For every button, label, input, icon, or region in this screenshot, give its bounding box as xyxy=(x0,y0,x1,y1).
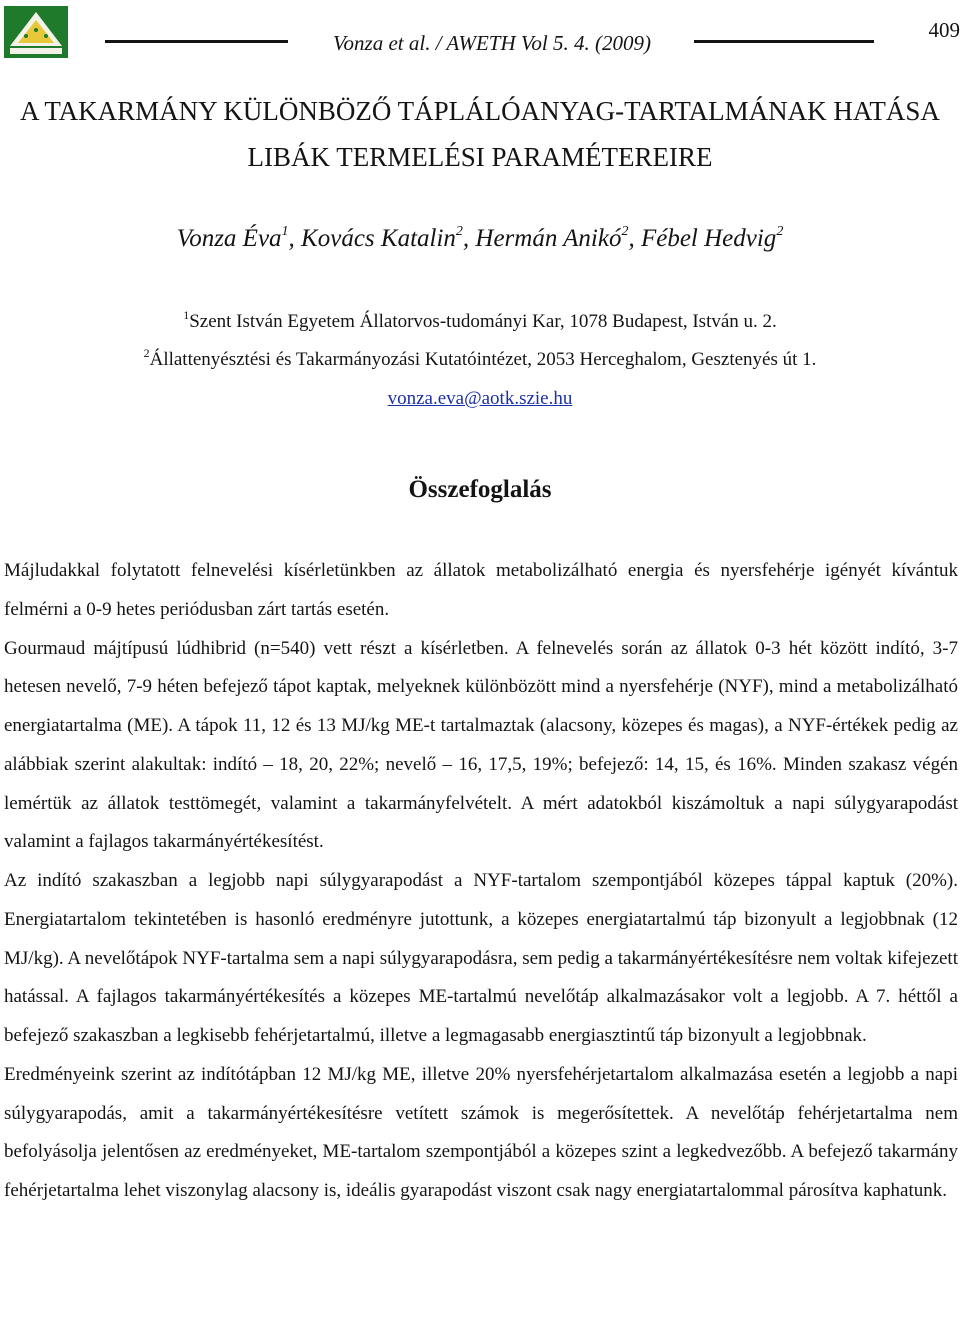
affiliation-mark: 1 xyxy=(183,308,190,322)
abstract-paragraph: Az indító szakaszban a legjobb napi súlygyarapodást a NYF-tartalom szempontjából közepes táppal kaptuk (20%). Energiatartalom tekintetében is hasonló eredményre jutottunk, a közepes energiatartalmú táp bizonyult a legjobbnak (12 MJ/kg). A nevelőtápok NYF-tartalma sem a napi súlygyarapodásra, sem pedig a takarmányértékesítésre nem voltak kifejezett hatással. A fajlagos takarmányértékesítés a közepes ME-tartalmú nevelőtáp alkalmazásakor volt a legjobb. A 7. héttől a befejező szakaszban a legkisebb fehérjetartalmú, illetve a legmagasabb energiasztintű táp bizonyult a legjobbnak. xyxy=(4,870,958,1046)
page-header xyxy=(0,0,960,70)
author-name: , Hermán Anikó xyxy=(462,225,622,252)
author-affiliation-mark: 2 xyxy=(776,224,784,239)
journal-citation: Vonza et al. / AWETH Vol 5. 4. (2009) xyxy=(333,31,651,55)
author-affiliation-mark: 2 xyxy=(621,224,629,239)
header-rule-left xyxy=(105,40,288,43)
affiliation-mark: 2 xyxy=(143,346,150,360)
page-number: 409 xyxy=(928,18,960,42)
affiliation-text: Szent István Egyetem Állatorvos-tudományi Kar, 1078 Budapest, István u. 2. xyxy=(189,311,777,332)
author-name: , Fébel Hedvig xyxy=(628,225,777,252)
affiliation-text: Állattenyésztési és Takarmányozási Kutatóintézet, 2053 Herceghalom, Gesztenyés út 1. xyxy=(149,349,817,370)
abstract-paragraph: Májludakkal folytatott felnevelési kísérletünkben az állatok metabolizálható energia és nyersfehérje igényét kívántuk felmérni a 0-9 hetes periódusban zárt tartás esetén. xyxy=(4,560,958,620)
affiliation-1 xyxy=(0,309,960,335)
author-name: Vonza Éva xyxy=(176,225,282,252)
author-affiliation-mark: 1 xyxy=(281,224,289,239)
abstract-body xyxy=(4,552,958,1211)
author-name: , Kovács Katalin xyxy=(288,225,456,252)
author-affiliation-mark: 2 xyxy=(455,224,463,239)
title-line-1: A TAKARMÁNY KÜLÖNBÖZŐ TÁPLÁLÓANYAG-TARTALMÁNAK HATÁSA xyxy=(20,96,940,126)
paper-title xyxy=(0,88,960,180)
journal-logo xyxy=(4,6,68,58)
section-heading: Összefoglalás xyxy=(408,476,552,503)
abstract-paragraph: Gourmaud májtípusú lúdhibrid (n=540) vett részt a kísérletben. A felnevelés során az állatok 0-3 hét között indító, 3-7 hetesen nevelő, 7-9 héten befejező tápot kaptak, melyeknek különbözött mind a nyersfehérje (NYF), mind a metabolizálható energiatartalma (ME). A tápok 11, 12 és 13 MJ/kg ME-t tartalmaztak (alacsony, közepes és magas), a NYF-értékek pedig az alábbiak szerint alakultak: indító – 18, 20, 22%; nevelő – 16, 17,5, 19%; befejező: 14, 15, és 16%. Minden szakasz végén lemértük az állatok testtömegét, valamint a takarmányfelvételt. A mért adatokból kiszámoltuk a napi súlygyarapodást valamint a fajlagos takarmányértékesítést. xyxy=(4,637,958,853)
header-rule-right xyxy=(694,40,874,43)
title-line-2: LIBÁK TERMELÉSI PARAMÉTEREIRE xyxy=(247,142,713,172)
email-link[interactable]: vonza.eva@aotk.szie.hu xyxy=(387,388,573,409)
author-list xyxy=(0,222,960,256)
affiliation-2 xyxy=(0,347,960,373)
abstract-paragraph: Eredményeink szerint az indítótápban 12 MJ/kg ME, illetve 20% nyersfehérjetartalom alkalmazása esetén a legjobb a napi súlygyarapodás, amit a takarmányértékesítésre vetített számok is megerősítettek. A nevelőtáp fehérjetartalma nem befolyásolja jelentősen az eredményeket, ME-tartalom szempontjából a közepes szint a legkedvezőbb. A befejező takarmány fehérjetartalma lehet viszonylag alacsony is, ideális gyarapodást viszont csak nagy energiatartalommal párosítva kaphatunk. xyxy=(4,1063,958,1201)
